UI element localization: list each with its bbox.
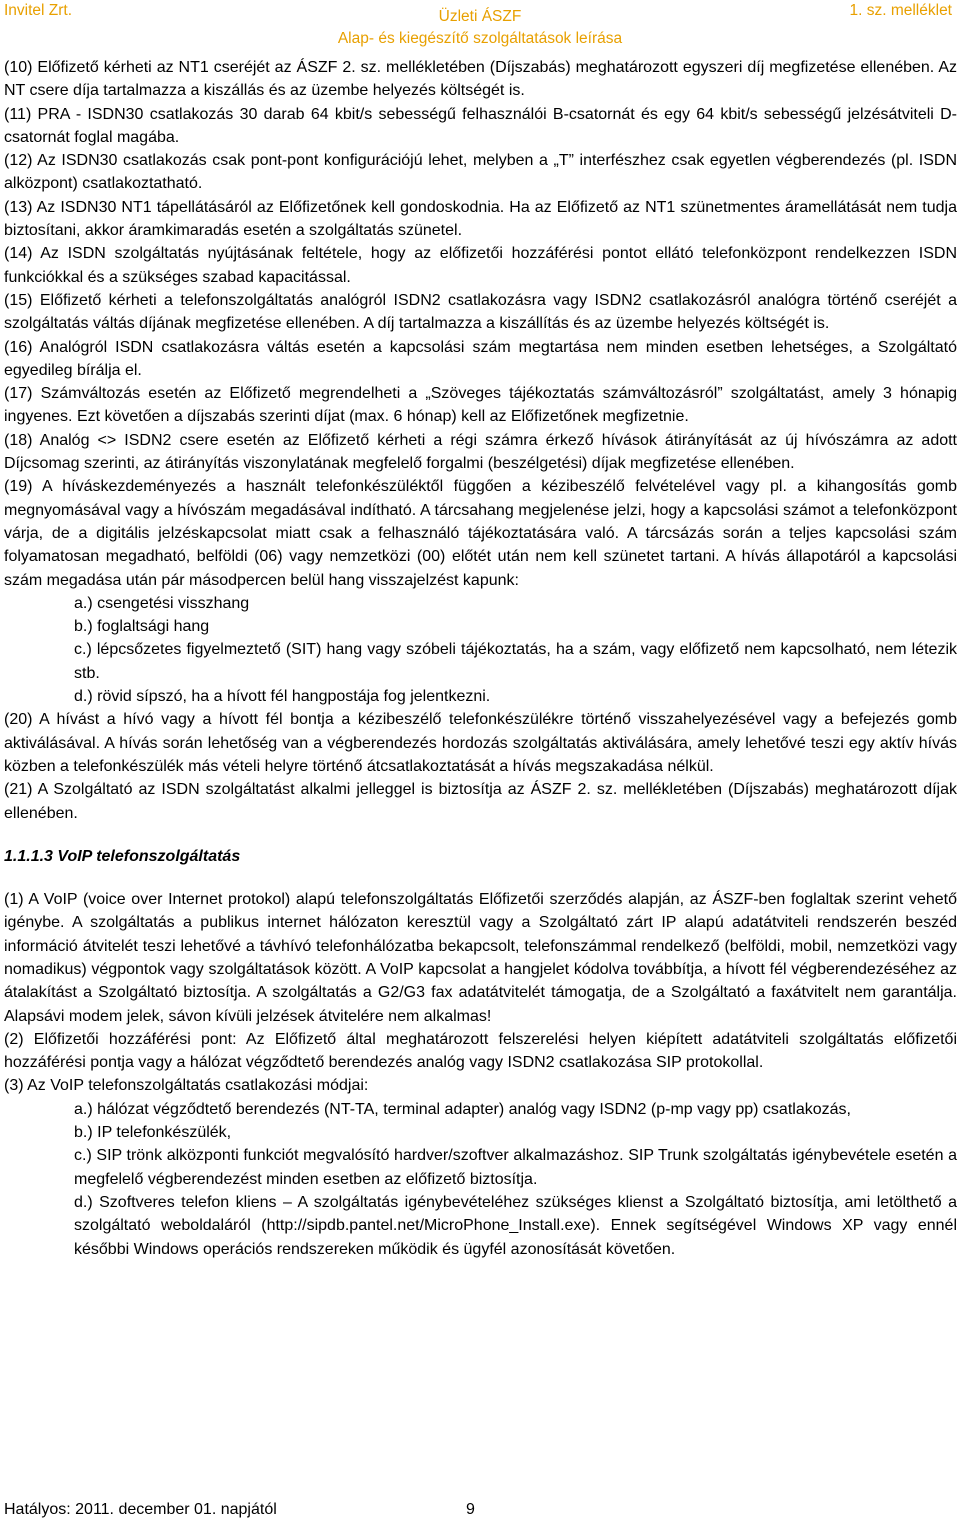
paragraph: (15) Előfizető kérheti a telefonszolgáltatás analógról ISDN2 csatlakozásra vagy ISDN2 csatlakozásról analógra történő cseréjét a szolgáltatás váltás díjának megfizetése ellenében. A díj tartalmazza a kiszállítás és az üzembe helyezés költségét is. bbox=[4, 291, 957, 333]
paragraph: (14) Az ISDN szolgáltatás nyújtásának feltétele, hogy az előfizetői hozzáférési pontot ellátó telefonközpont rendelkezzen ISDN funkciókkal és a szükséges szabad kapacitással. bbox=[4, 245, 957, 286]
paragraph: (20) A hívást a hívó vagy a hívott fél bontja a kézibeszélő telefonkészülékre történő visszahelyezésével vagy a befejezés gomb aktiválásával. A hívás során lehetőség van a végberendezés hordozás szolgáltatás aktiválására, amely lehetővé teszi egy aktív hívás közben a telefonkészülék más vételi helyre történő átcsatlakoztatását a hívás megszakadása nélkül. bbox=[4, 711, 957, 775]
paragraph: (18) Analóg <> ISDN2 csere esetén az Előfizető kérheti a régi számra érkező hívások átirányítását az új hívószámra az adott Díjcsomag szerinti, az átirányítás viszonylatának megfelelő forgalmi (beszélgetési) díjak megfizetése ellenében. bbox=[4, 431, 957, 473]
document-subtitle: Alap- és kiegészítő szolgáltatások leírása bbox=[337, 30, 623, 47]
list-item: b.) foglaltsági hang bbox=[74, 618, 210, 636]
paragraph: (17) Számváltozás esetén az Előfizető megrendelheti a „Szöveges tájékoztatás számváltozásról” szolgáltatást, amely 3 hónapig ingyenes. Ezt követően a díjszabás szerinti díjat (max. 6 hónap) kell az Előfizetőnek megfizetnie. bbox=[4, 385, 957, 426]
document-title-block bbox=[0, 6, 960, 50]
document-title: Üzleti ÁSZF bbox=[438, 8, 522, 25]
list-item: c.) lépcsőzetes figyelmeztető (SIT) hang vagy szóbeli tájékoztatás, ha a szám, vagy előfizető nem kapcsolható, nem létezik stb. bbox=[74, 641, 957, 682]
page-number: 9 bbox=[466, 1501, 475, 1518]
list-item: a.) csengetési visszhang bbox=[74, 594, 250, 612]
effective-date: Hatályos: 2011. december 01. napjától bbox=[4, 1501, 277, 1518]
paragraph: (12) Az ISDN30 csatlakozás csak pont-pont konfigurációjú lehet, melyben a „T” interfészhez csak egyetlen végberendezés (pl. ISDN alközpont) csatlakoztatható. bbox=[4, 152, 957, 193]
section-heading: 1.1.1.3 VoIP telefonszolgáltatás bbox=[4, 847, 241, 865]
list-item: d.) Szoftveres telefon kliens – A szolgáltatás igénybevételéhez szükséges klienst a Szolgáltató biztosítja, ami letölthető a szolgáltató weboldaláról (http://sipdb.pantel.net/MicroPhone_Install.exe). Ennek segítségével Windows XP vagy ennél későbbi Windows operációs rendszereken működik és ügyfél azonosítását követően. bbox=[74, 1193, 957, 1258]
paragraph: (3) Az VoIP telefonszolgáltatás csatlakozási módjai: bbox=[4, 1077, 369, 1095]
paragraph: (1) A VoIP (voice over Internet protokol) alapú telefonszolgáltatás Előfizetői szerződés alapján, az ÁSZF-ben foglaltak szerint vehető igénybe. A szolgáltatás a publikus internet hálózaton keresztül vagy a Szolgáltató zárt IP alapú adatátviteli rendszerén beszéd információ átvitelét teszi lehetővé a távhívó telefonhálózatba bekapcsolt, telefonszámmal rendelkező (belföldi, mobil, nemzetközi vagy nomadikus) végpontok vagy szolgáltatások között. A VoIP kapcsolat a hangjelet kódolva továbbítja, a hívott fél végberendezéséhez az átalakítást a Szolgáltató biztosítja. A szolgáltatás a G2/G3 fax adatátvitelét támogatja, de a Szolgáltató a faxátvitelt nem garantálja. Alapsávi modem jelek, sávon kívüli jelzések átvitelére nem alkalmas! bbox=[4, 891, 957, 1025]
paragraph: (13) Az ISDN30 NT1 tápellátásáról az Előfizetőnek kell gondoskodnia. Ha az Előfizető az NT1 szünetmentes áramellátását nem tudja biztosítani, akkor áramkimaradás esetén a szolgáltatás szünetel. bbox=[4, 198, 957, 240]
document-body bbox=[4, 56, 957, 1261]
paragraph: (11) PRA - ISDN30 csatlakozás 30 darab 64 kbit/s sebességű felhasználói B-csatornát és egy 64 kbit/s sebességű jelzésátviteli D-csatornát foglal magába. bbox=[4, 105, 957, 146]
annex-label: 1. sz. melléklet bbox=[849, 2, 952, 19]
list-item: c.) SIP trönk alközponti funkciót megvalósító hardver/szoftver alkalmazáshoz. SIP Trunk szolgáltatás igénybevétele esetén a megfelelő végberendezést minden esetben az előfizető biztosítja. bbox=[74, 1147, 957, 1188]
company-name: Invitel Zrt. bbox=[4, 2, 73, 19]
paragraph: (19) A híváskezdeményezés a használt telefonkészüléktől függően a kézibeszélő felvételével vagy pl. a kihangosítás gomb megnyomásával vagy a hívószám megadásával indítható. A tárcsahang megjelenése jelzi, hogy a kapcsolási számot a telefonközpont várja, de a digitális jelzéskapcsolat miatt csak a felhasználó tájékoztatására való. A tárcsázás során a teljes kapcsolási szám folyamatosan megadható, belföldi (06) vagy nemzetközi (00) előtét után nem kell szünetet tartani. A hívás állapotáról a kapcsolási szám megadása után pár másodpercen belül hang visszajelzést kapunk: bbox=[4, 478, 957, 589]
list-item: d.) rövid sípszó, ha a hívott fél hangpostája fog jelentkezni. bbox=[74, 688, 491, 706]
paragraph: (21) A Szolgáltató az ISDN szolgáltatást alkalmi jelleggel is biztosítja az ÁSZF 2. sz. mellékletében (Díjszabás) meghatározott díjak ellenében. bbox=[4, 781, 957, 822]
paragraph: (16) Analógról ISDN csatlakozásra váltás esetén a kapcsolási szám megtartása nem minden esetben lehetséges, a Szolgáltató egyedileg bírálja el. bbox=[4, 338, 957, 379]
page-header bbox=[0, 0, 960, 48]
paragraph: (2) Előfizetői hozzáférési pont: Az Előfizető által meghatározott felszerelési helyen kiépített adatátviteli szolgáltatás előfizetői hozzáférési pontja vagy a hálózat végződtető berendezés analóg vagy ISDN2 csatlakozása SIP protokollal. bbox=[4, 1030, 957, 1072]
list-item: a.) hálózat végződtető berendezés (NT-TA, terminal adapter) analóg vagy ISDN2 (p-mp vagy pp) csatlakozás, bbox=[74, 1100, 851, 1118]
paragraph: (10) Előfizető kérheti az NT1 cseréjét az ÁSZF 2. sz. mellékletében (Díjszabás) meghatározott egyszeri díj megfizetése ellenében. Az NT csere díja tartalmazza a kiszállás és az üzembe helyezés költségét is. bbox=[4, 59, 957, 100]
list-item: b.) IP telefonkészülék, bbox=[74, 1124, 232, 1142]
